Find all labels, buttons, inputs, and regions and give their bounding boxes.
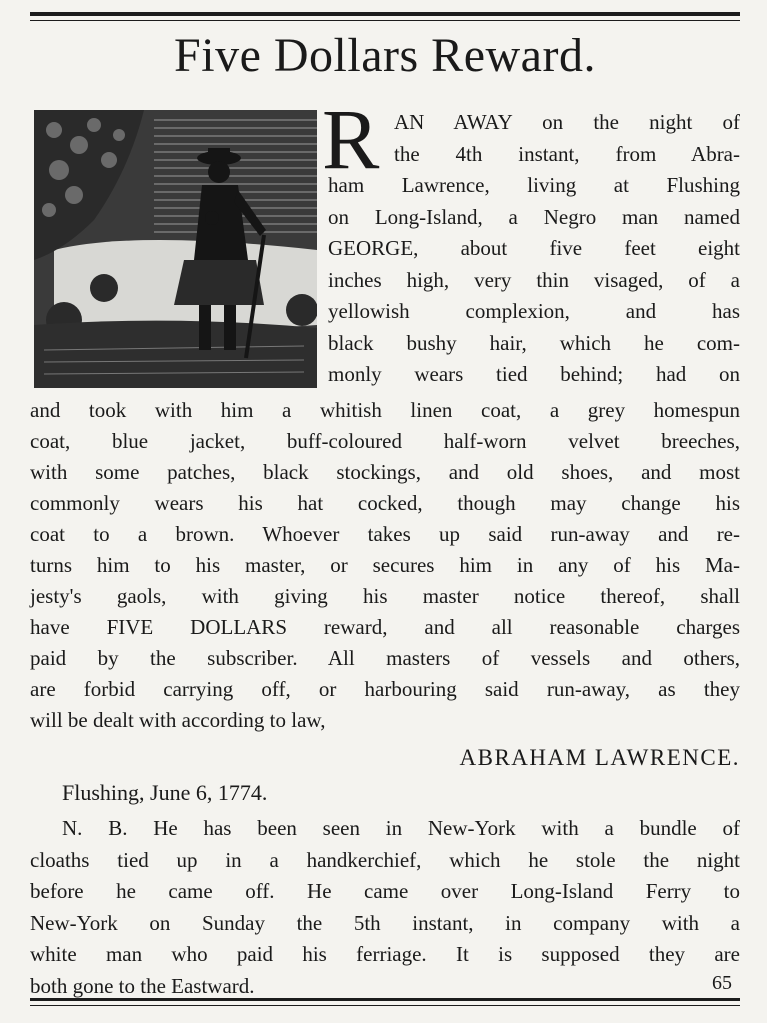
text-line: and took with him a whitish linen coat, a grey homespun [30,398,740,422]
text-line: coat to a brown. Whoever takes up said run-away and re- [30,522,740,546]
text-line: GEORGE, about five feet eight [328,236,740,260]
top-rule [30,12,740,16]
drop-capital: R [322,91,380,187]
text-line: turns him to his master, or secures him in any of his Ma- [30,553,740,577]
text-line: ham Lawrence, living at Flushing [328,173,740,197]
text-line: jesty's gaols, with giving his master notice thereof, shall [30,584,740,608]
page-number: 65 [712,972,732,994]
text-line: have FIVE DOLLARS reward, and all reasonable charges [30,615,740,639]
headline: Five Dollars Reward. [174,29,596,82]
text-line: paid by the subscriber. All masters of vessels and others, [30,646,740,670]
text-line: white man who paid his ferriage. It is supposed they are [30,942,740,966]
text-line: New-York on Sunday the 5th instant, in company with a [30,910,740,935]
bottom-rule-thin [30,1005,740,1006]
text-line: both gone to the Eastward. [30,973,255,998]
text-line: with some patches, black stockings, and old shoes, and most [30,460,740,484]
bottom-rule [30,998,740,1001]
text-line: yellowish complexion, and has [328,299,740,323]
text-line: black bushy hair, which he com- [328,330,740,355]
text-line: inches high, very thin visaged, of a [328,267,740,292]
text-line: cloaths tied up in a handkerchief, which he stole the night [30,847,740,872]
text-line: are forbid carrying off, or harbouring said run-away, as they [30,677,740,701]
text-line: commonly wears his hat cocked, though may change his [30,491,740,515]
dateline: Flushing, June 6, 1774. [62,780,268,805]
text-line: coat, blue jacket, buff-coloured half-worn velvet breeches, [30,429,740,453]
text-line: monly wears tied behind; had on [328,362,740,386]
text-line: before he came off. He came over Long-Island Ferry to [30,879,740,903]
signature: ABRAHAM LAWRENCE. [459,745,740,770]
top-rule-thin [30,20,740,21]
text-line: AN AWAY on the night of [394,110,740,134]
text-line: the 4th instant, from Abra- [394,141,740,166]
text-line: will be dealt with according to law, [30,708,326,732]
text-line: on Long-Island, a Negro man named [328,204,740,229]
runaway-woodcut-illustration [34,110,317,388]
text-line: N. B. He has been seen in New-York with a bundle of [62,816,740,840]
